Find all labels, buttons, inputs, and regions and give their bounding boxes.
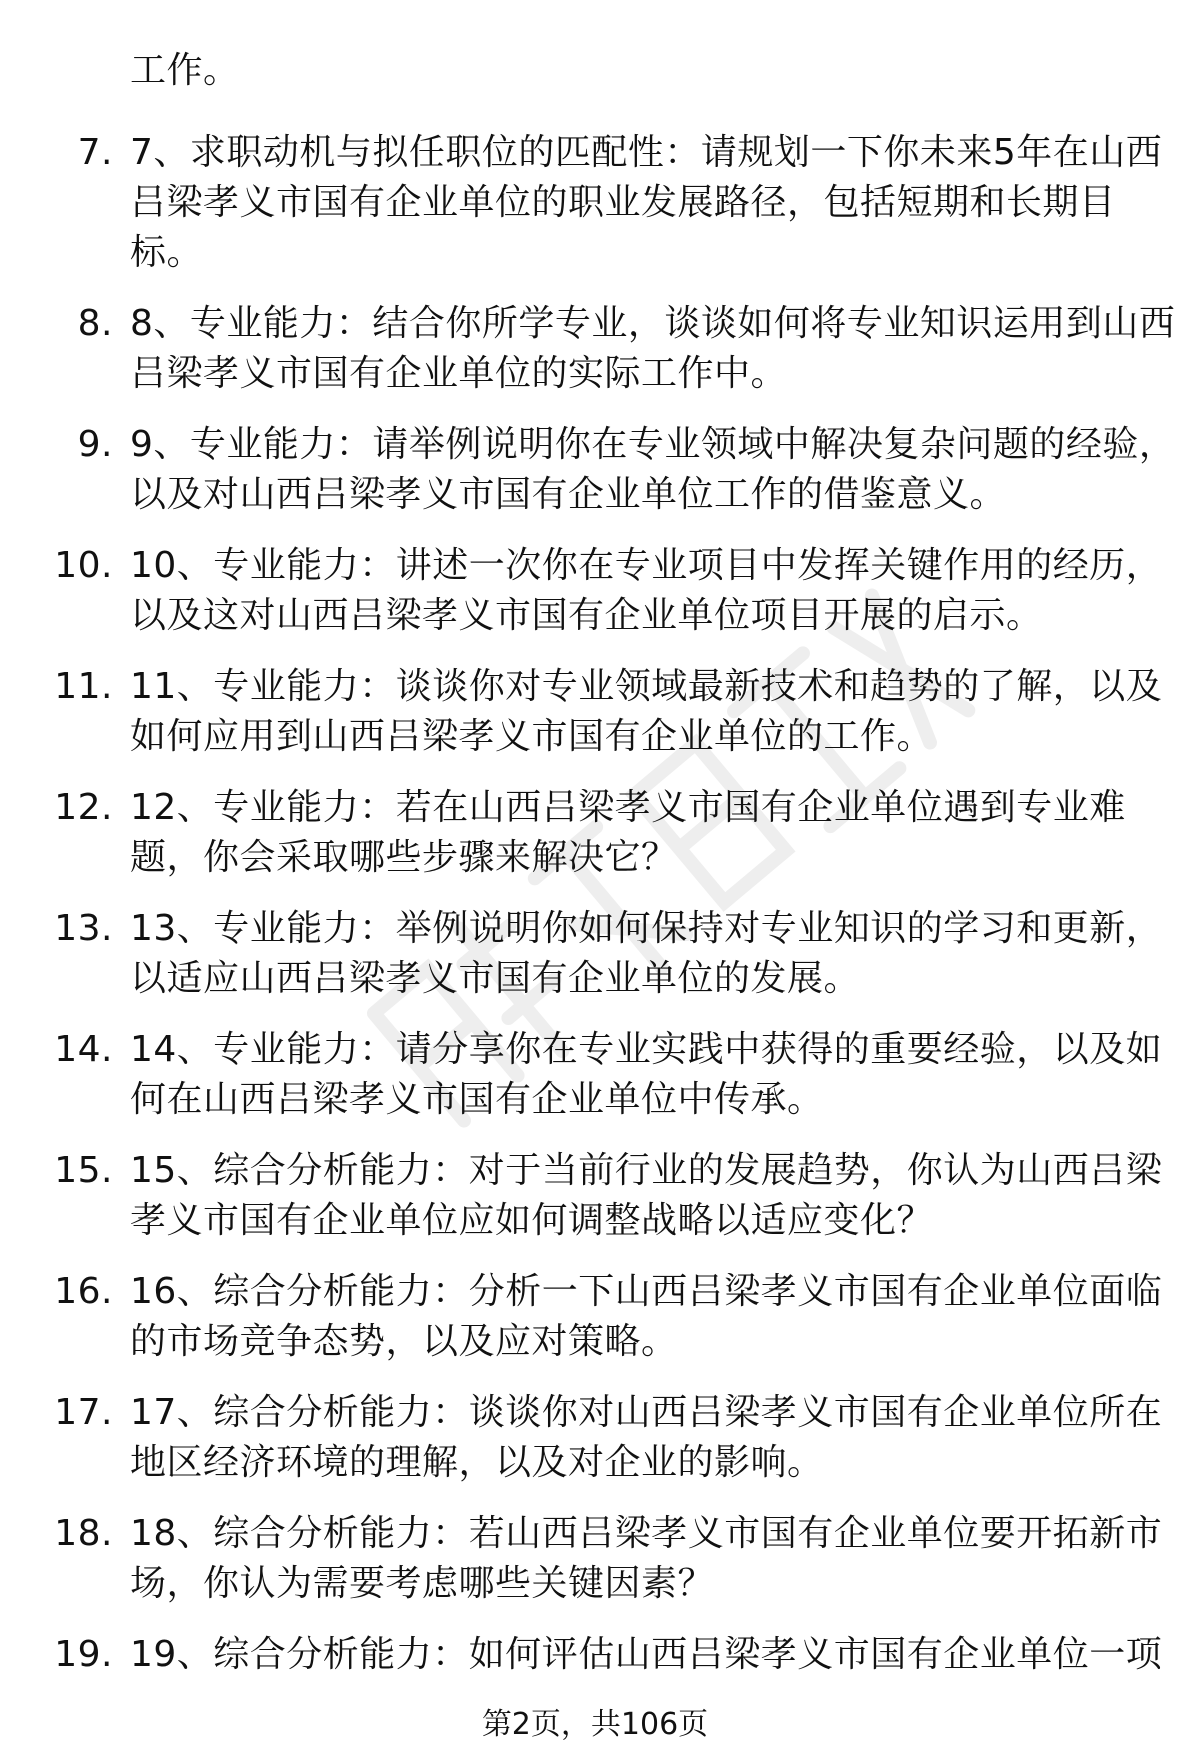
list-item-text-line: 的市场竞争态势，以及应对策略。 xyxy=(130,1321,678,1362)
continuation-text: 工作。 xyxy=(130,50,240,91)
list-item-number: 16. xyxy=(54,1271,113,1312)
list-item-text-line: 何在山西吕梁孝义市国有企业单位中传承。 xyxy=(130,1079,824,1120)
list-item-text-line: 14、专业能力：请分享你在专业实践中获得的重要经验，以及如 xyxy=(130,1029,1163,1070)
list-item xyxy=(0,128,1190,278)
list-item-text-line: 标。 xyxy=(130,232,204,273)
list-item-text-line: 以适应山西吕梁孝义市国有企业单位的发展。 xyxy=(130,958,861,999)
list-item-text-line: 吕梁孝义市国有企业单位的实际工作中。 xyxy=(130,353,788,394)
list-item-text-line: 孝义市国有企业单位应如何调整战略以适应变化？ xyxy=(130,1200,934,1241)
list-item-number: 7. xyxy=(77,132,113,173)
list-item xyxy=(0,904,1190,1004)
list-item-number: 14. xyxy=(54,1029,113,1070)
list-item-number: 15. xyxy=(54,1150,113,1191)
list-item-text-line: 10、专业能力：讲述一次你在专业项目中发挥关键作用的经历， xyxy=(130,545,1163,586)
list-item xyxy=(0,541,1190,641)
list-item-number: 19. xyxy=(54,1634,113,1675)
list-item-number: 18. xyxy=(54,1513,113,1554)
list-item-number: 17. xyxy=(54,1392,113,1433)
list-item-text-line: 以及对山西吕梁孝义市国有企业单位工作的借鉴意义。 xyxy=(130,474,1007,515)
list-item-text-line: 15、综合分析能力：对于当前行业的发展趋势，你认为山西吕梁 xyxy=(130,1150,1163,1191)
list-item-text-line: 16、综合分析能力：分析一下山西吕梁孝义市国有企业单位面临 xyxy=(130,1271,1163,1312)
list-item xyxy=(0,783,1190,883)
list-item-number: 12. xyxy=(54,787,113,828)
list-item xyxy=(0,1388,1190,1488)
list-item-text-line: 18、综合分析能力：若山西吕梁孝义市国有企业单位要开拓新市 xyxy=(130,1513,1163,1554)
list-item xyxy=(0,299,1190,399)
list-item-number: 10. xyxy=(54,545,113,586)
list-item-number: 11. xyxy=(54,666,113,707)
list-item xyxy=(0,1146,1190,1246)
list-item-number: 13. xyxy=(54,908,113,949)
list-item-text-line: 如何应用到山西吕梁孝义市国有企业单位的工作。 xyxy=(130,716,934,757)
list-item xyxy=(0,1509,1190,1609)
list-item-text-line: 题，你会采取哪些步骤来解决它？ xyxy=(130,837,678,878)
list-item-text-line: 吕梁孝义市国有企业单位的职业发展路径，包括短期和长期目 xyxy=(130,182,1116,223)
list-item xyxy=(0,1630,1190,1680)
list-item xyxy=(0,662,1190,762)
list-item-text-line: 以及这对山西吕梁孝义市国有企业单位项目开展的启示。 xyxy=(130,595,1043,636)
list-item-text-line: 地区经济环境的理解，以及对企业的影响。 xyxy=(130,1442,824,1483)
list-item-text-line: 场，你认为需要考虑哪些关键因素？ xyxy=(130,1563,715,1604)
list-item-text-line: 8、专业能力：结合你所学专业，谈谈如何将专业知识运用到山西 xyxy=(130,303,1176,344)
question-list xyxy=(0,128,1190,1701)
list-item-text-line: 11、专业能力：谈谈你对专业领域最新技术和趋势的了解，以及 xyxy=(130,666,1163,707)
list-item-number: 8. xyxy=(77,303,113,344)
list-item-text-line: 12、专业能力：若在山西吕梁孝义市国有企业单位遇到专业难 xyxy=(130,787,1126,828)
list-item-text-line: 19、综合分析能力：如何评估山西吕梁孝义市国有企业单位一项 xyxy=(130,1634,1163,1675)
list-item-text-line: 9、专业能力：请举例说明你在专业领域中解决复杂问题的经验， xyxy=(130,424,1176,465)
list-item xyxy=(0,1025,1190,1125)
list-item-text-line: 7、求职动机与拟任职位的匹配性：请规划一下你未来5年在山西 xyxy=(130,132,1163,173)
page-footer: 第2页，共106页 xyxy=(481,1707,709,1742)
list-item-number: 9. xyxy=(77,424,113,465)
list-item xyxy=(0,420,1190,520)
list-item-text-line: 17、综合分析能力：谈谈你对山西吕梁孝义市国有企业单位所在 xyxy=(130,1392,1163,1433)
list-item xyxy=(0,1267,1190,1367)
list-item-text-line: 13、专业能力：举例说明你如何保持对专业知识的学习和更新， xyxy=(130,908,1163,949)
